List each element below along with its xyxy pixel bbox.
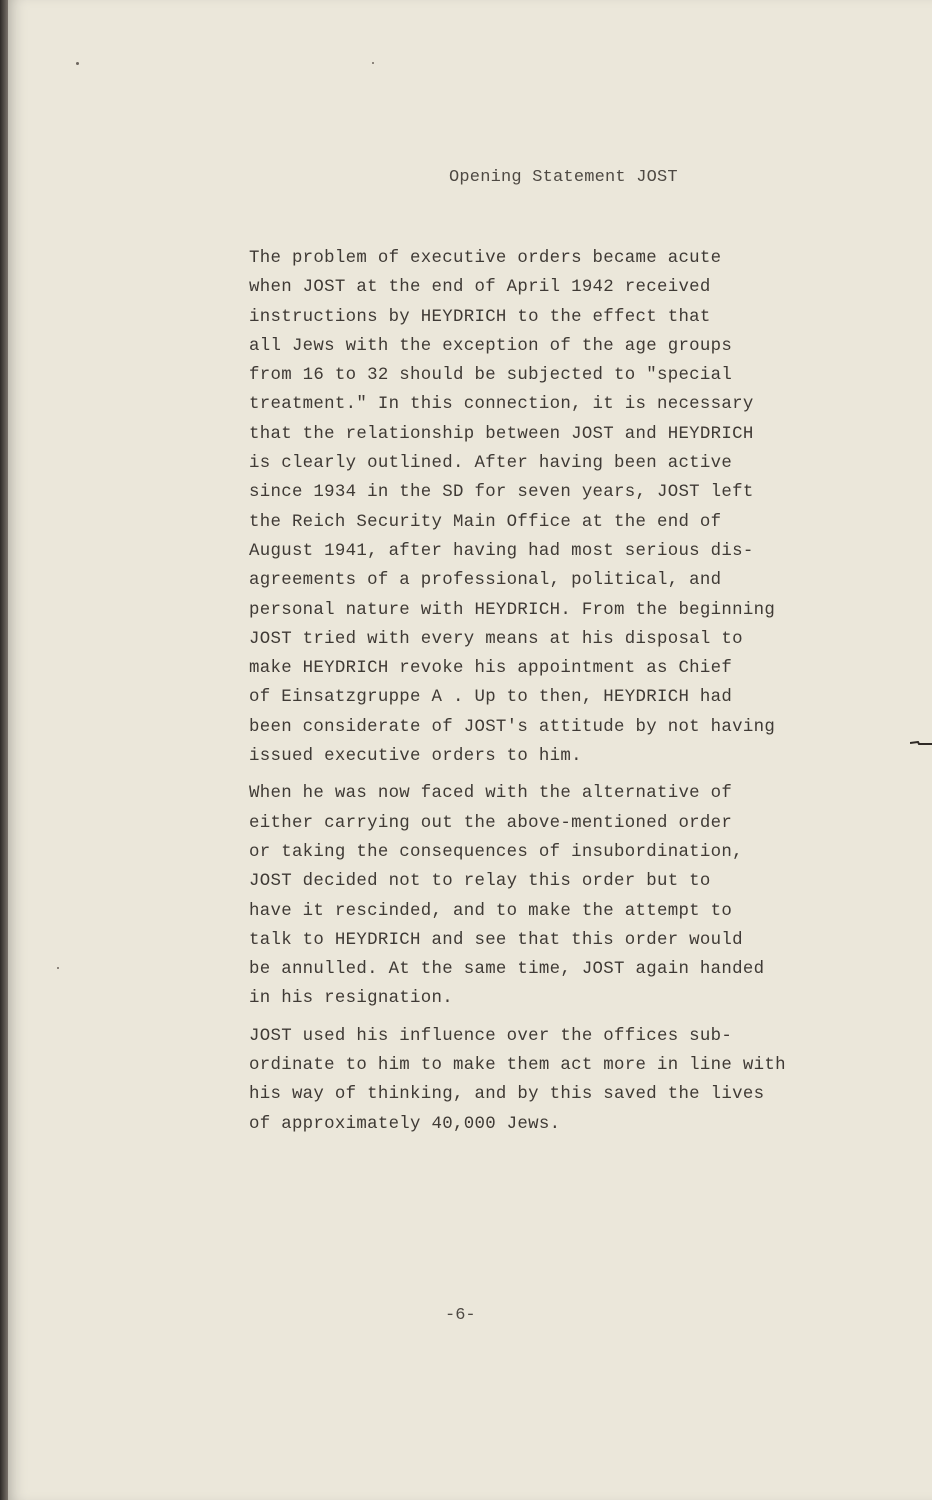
text-line: JOST used his influence over the offices sub- — [249, 1026, 733, 1046]
paper-speck — [372, 62, 374, 64]
document-title: Opening Statement JOST — [449, 168, 678, 187]
page-number: -6- — [445, 1306, 476, 1325]
text-line: ordinate to him to make them act more in line with — [249, 1056, 786, 1076]
paragraph — [249, 1022, 889, 1139]
document-page — [8, 0, 932, 1500]
text-line: agreements of a professional, political, and — [249, 571, 722, 591]
text-line: the Reich Security Main Office at the end of — [249, 512, 722, 532]
scan-left-edge — [0, 0, 8, 1500]
paper-speck — [76, 62, 79, 65]
text-line: of Einsatzgruppe A . Up to then, HEYDRICH had — [249, 688, 733, 708]
text-line: instructions by HEYDRICH to the effect that — [249, 307, 711, 327]
text-line: since 1934 in the SD for seven years, JOST left — [249, 483, 754, 503]
text-line: in his resignation. — [249, 989, 453, 1009]
text-line: that the relationship between JOST and HEYDRICH — [249, 424, 754, 444]
paper-speck — [57, 967, 59, 969]
document-body — [249, 244, 889, 1147]
text-line: been considerate of JOST's attitude by not having — [249, 717, 776, 737]
text-line: from 16 to 32 should be subjected to "special — [249, 366, 733, 386]
text-line: issued executive orders to him. — [249, 747, 582, 767]
text-line: either carrying out the above-mentioned order — [249, 813, 733, 833]
text-line: talk to HEYDRICH and see that this order would — [249, 930, 743, 950]
text-line: personal nature with HEYDRICH. From the beginning — [249, 600, 776, 620]
text-line: treatment." In this connection, it is necessary — [249, 395, 754, 415]
text-line: all Jews with the exception of the age groups — [249, 336, 733, 356]
text-line: when JOST at the end of April 1942 received — [249, 278, 711, 298]
text-line: his way of thinking, and by this saved the lives — [249, 1085, 765, 1105]
text-line: have it rescinded, and to make the attempt to — [249, 901, 733, 921]
text-line: be annulled. At the same time, JOST again handed — [249, 960, 765, 980]
text-line: or taking the consequences of insubordination, — [249, 842, 743, 862]
margin-mark — [910, 741, 932, 746]
text-line: is clearly outlined. After having been active — [249, 454, 733, 474]
text-line: When he was now faced with the alternative of — [249, 784, 733, 804]
text-line: make HEYDRICH revoke his appointment as Chief — [249, 659, 733, 679]
text-line: of approximately 40,000 Jews. — [249, 1114, 561, 1134]
paragraph — [249, 779, 889, 1013]
paragraph — [249, 244, 889, 771]
text-line: JOST decided not to relay this order but to — [249, 872, 711, 892]
text-line: The problem of executive orders became acute — [249, 249, 722, 268]
text-line: August 1941, after having had most serious dis- — [249, 541, 754, 561]
text-line: JOST tried with every means at his disposal to — [249, 629, 743, 649]
